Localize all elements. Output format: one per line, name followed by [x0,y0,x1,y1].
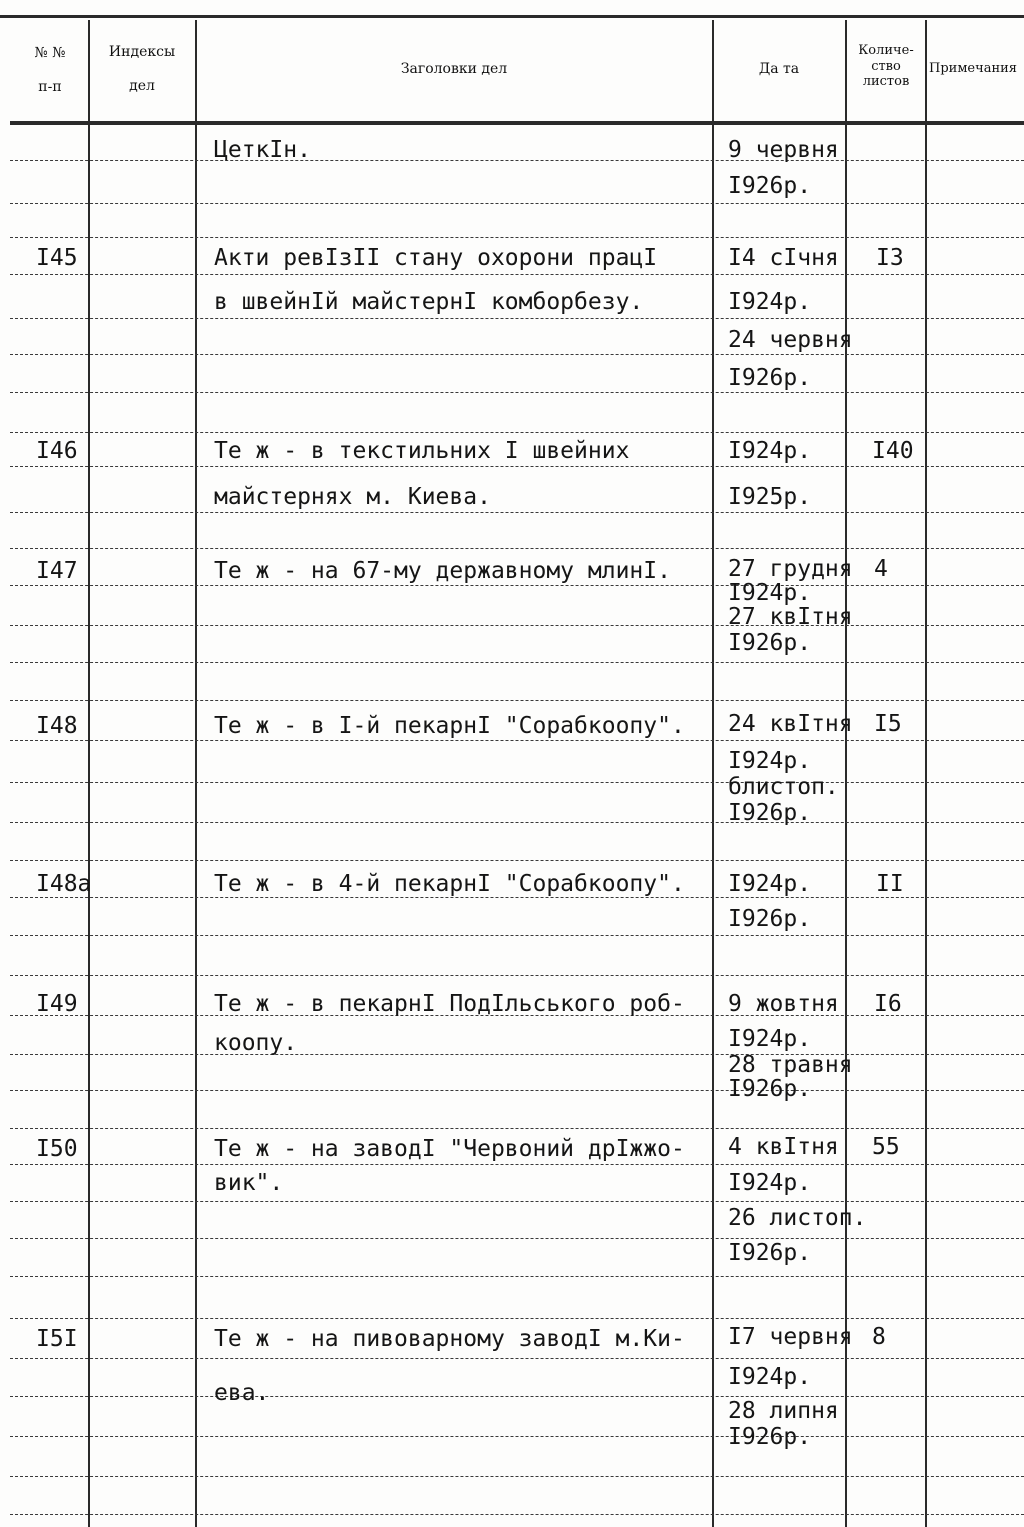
row-rule [10,466,1024,468]
entry-title-line: вик". [214,1170,284,1196]
row-rule [10,975,1024,977]
row-rule [10,432,1024,434]
entry-title-line: Те ж - на пивоварному заводI м.Ки- [214,1326,685,1352]
entry-date-line: 27 грудня [728,556,853,582]
row-rule [10,512,1024,514]
entry-date-line: 28 липня [728,1398,839,1424]
entry-date-line: I924р. [728,289,812,315]
header-titles: Заголовки дел [400,61,508,77]
column-divider-4 [845,20,847,1527]
header-num-line2: п-п [38,78,62,95]
entry-title-line: Те ж - в текстильних I швейних [214,438,630,464]
row-rule [10,935,1024,937]
entry-title-line: в швейнIй майстернI комборбезу. [214,289,644,315]
row-rule [10,1358,1024,1360]
row-rule [10,274,1024,276]
entry-sheets: I40 [872,438,914,464]
column-divider-5 [925,20,927,1527]
row-rule [10,237,1024,239]
column-divider-1 [88,20,90,1527]
entry-number: I45 [36,245,78,271]
entry-number: I48а [36,871,92,897]
entry-date-line: 26 листоп. [728,1205,867,1231]
entry-date-line: 4 квIтня [728,1134,839,1160]
row-rule [10,548,1024,550]
entry-date-line: 27 квIтня [728,604,853,630]
entry-sheets: I6 [874,991,902,1017]
header-num [12,45,88,96]
row-rule [10,354,1024,356]
header-sheets [846,43,926,90]
entry-date-line: I924р. [728,748,812,774]
row-rule [10,1201,1024,1203]
entry-number: I49 [36,991,78,1017]
entry-date-line: I926р. [728,365,812,391]
row-rule [10,392,1024,394]
entry-date-line: I4 сIчня [728,245,839,271]
header-date: Да та [758,61,800,77]
entry-date-line: блистоп. [728,774,839,800]
entry-date-line: I925р. [728,484,812,510]
header-notes: Примечания [929,61,1018,76]
row-rule [10,1090,1024,1092]
row-rule [10,740,1024,742]
entry-sheets: 55 [872,1134,900,1160]
column-divider-3 [712,20,714,1527]
row-rule [10,860,1024,862]
row-rule [10,700,1024,702]
entry-title-line: ЦеткIн. [214,137,311,163]
entry-sheets: II [876,871,904,897]
entry-sheets: I3 [876,245,904,271]
top-border [0,15,1024,18]
entry-date-line: I926р. [728,1424,812,1450]
entry-title-line: майстернях м. Киева. [214,484,491,510]
entry-date-line: I926р. [728,1240,812,1266]
row-rule [10,585,1024,587]
row-rule [10,782,1024,784]
entry-title-line: коопу. [214,1030,298,1056]
entry-date-line: I924р. [728,871,812,897]
row-rule [10,1318,1024,1320]
entry-date-line: I7 червня [728,1324,853,1350]
row-rule [10,318,1024,320]
entry-number: I46 [36,438,78,464]
entry-date-line: 28 травня [728,1052,853,1078]
row-rule [10,662,1024,664]
header-index-line1: Индексы [108,44,176,60]
entry-date-line: 24 червня [728,327,853,353]
entry-title-line: Те ж - на 67-му державному млинI. [214,558,671,584]
row-rule [10,1238,1024,1240]
row-rule [10,1514,1024,1516]
entry-date-line: 9 червня [728,137,839,163]
entry-date-line: I924р. [728,580,812,606]
entry-title-line: Те ж - в 4-й пекарнI "Сорабкоопу". [214,871,685,897]
entry-date-line: I926р. [728,906,812,932]
row-rule [10,625,1024,627]
row-rule [10,160,1024,162]
entry-number: I5I [36,1326,78,1352]
header-index [92,44,192,95]
row-rule [10,1436,1024,1438]
header-index-line2: дел [129,77,155,94]
header-bottom-border [10,121,1024,125]
row-rule [10,822,1024,824]
entry-date-line: I924р. [728,1026,812,1052]
header-sheets-line2: ство [871,58,901,74]
entry-date-line: I926р. [728,173,812,199]
entry-date-line: I924р. [728,1364,812,1390]
entry-title-line: Акти ревIзII стану охорони працI [214,245,658,271]
header-sheets-line1: Количе- [858,43,914,58]
entry-date-line: I926р. [728,1076,812,1102]
entry-sheets: 4 [874,556,888,582]
row-rule [10,1276,1024,1278]
entry-title-line: Те ж - в пекарнI ПодIльського роб- [214,991,685,1017]
column-divider-2 [195,20,197,1527]
header-num-line1: № № [34,45,66,61]
row-rule [10,1128,1024,1130]
entry-sheets: I5 [874,711,902,737]
row-rule [10,897,1024,899]
entry-date-line: I924р. [728,438,812,464]
entry-sheets: 8 [872,1324,886,1350]
entry-date-line: 24 квIтня [728,711,853,737]
entry-title-line: ева. [214,1380,270,1406]
entry-number: I50 [36,1136,78,1162]
entry-number: I47 [36,558,78,584]
entry-date-line: I926р. [728,800,812,826]
entry-number: I48 [36,713,78,739]
row-rule [10,1164,1024,1166]
row-rule [10,1054,1024,1056]
entry-title-line: Те ж - на заводI "Червоний дрIжжо- [214,1136,685,1162]
entry-date-line: I926р. [728,630,812,656]
row-rule [10,1476,1024,1478]
entry-date-line: 9 жовтня [728,991,839,1017]
entry-date-line: I924р. [728,1170,812,1196]
header-sheets-line3: листов [862,74,910,90]
row-rule [10,203,1024,205]
entry-title-line: Те ж - в I-й пекарнI "Сорабкоопу". [214,713,685,739]
row-rule [10,1396,1024,1398]
